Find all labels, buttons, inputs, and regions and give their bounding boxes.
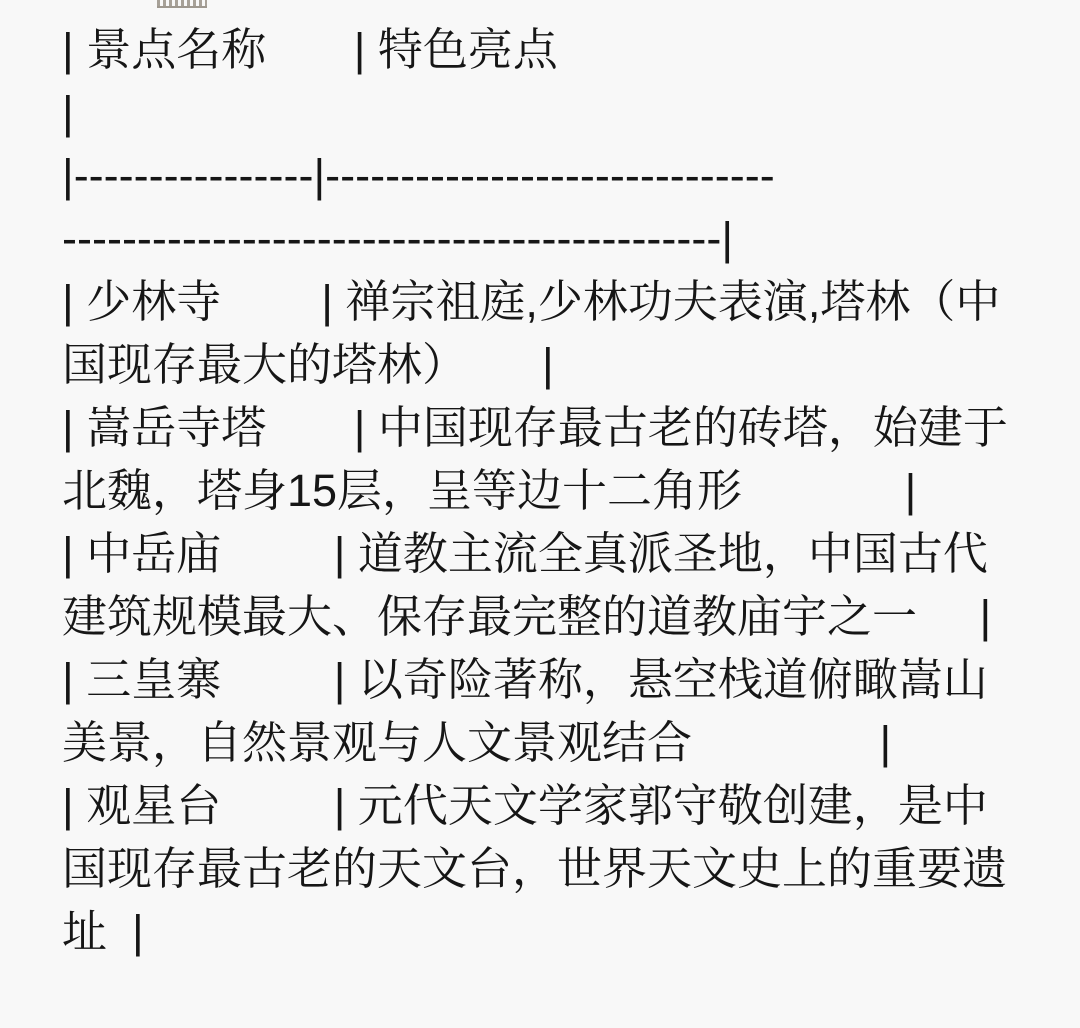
text-line: 北魏，塔身15层，呈等边十二角形 | xyxy=(62,465,917,516)
text-line: 国现存最大的塔林） | xyxy=(62,339,554,390)
text-line: 国现存最古老的天文台，世界天文史上的重要遗 xyxy=(62,843,1008,894)
markdown-text-block xyxy=(62,18,1062,963)
text-line: | 观星台 | 元代天文学家郭守敬创建，是中 xyxy=(62,780,988,831)
text-line: 址 | xyxy=(62,906,144,957)
text-line: 建筑规模最大、保存最完整的道教庙宇之一 | xyxy=(62,591,992,642)
text-line: | 三皇寨 | 以奇险著称，悬空栈道俯瞰嵩山 xyxy=(62,654,988,705)
text-line: | 景点名称 | 特色亮点 xyxy=(62,24,558,75)
text-line: |----------------|------------------------------ xyxy=(62,150,775,201)
clipped-artifact xyxy=(157,0,207,8)
text-line: | 少林寺 | 禅宗祖庭,少林功夫表演,塔林（中 xyxy=(62,276,1001,327)
text-line: | xyxy=(62,87,74,138)
text-line: | 中岳庙 | 道教主流全真派圣地，中国古代 xyxy=(62,528,988,579)
text-line: | 嵩岳寺塔 | 中国现存最古老的砖塔，始建于 xyxy=(62,402,1008,453)
text-line: 美景，自然景观与人文景观结合 | xyxy=(62,717,892,768)
text-line: --------------------------------------------| xyxy=(62,213,734,264)
